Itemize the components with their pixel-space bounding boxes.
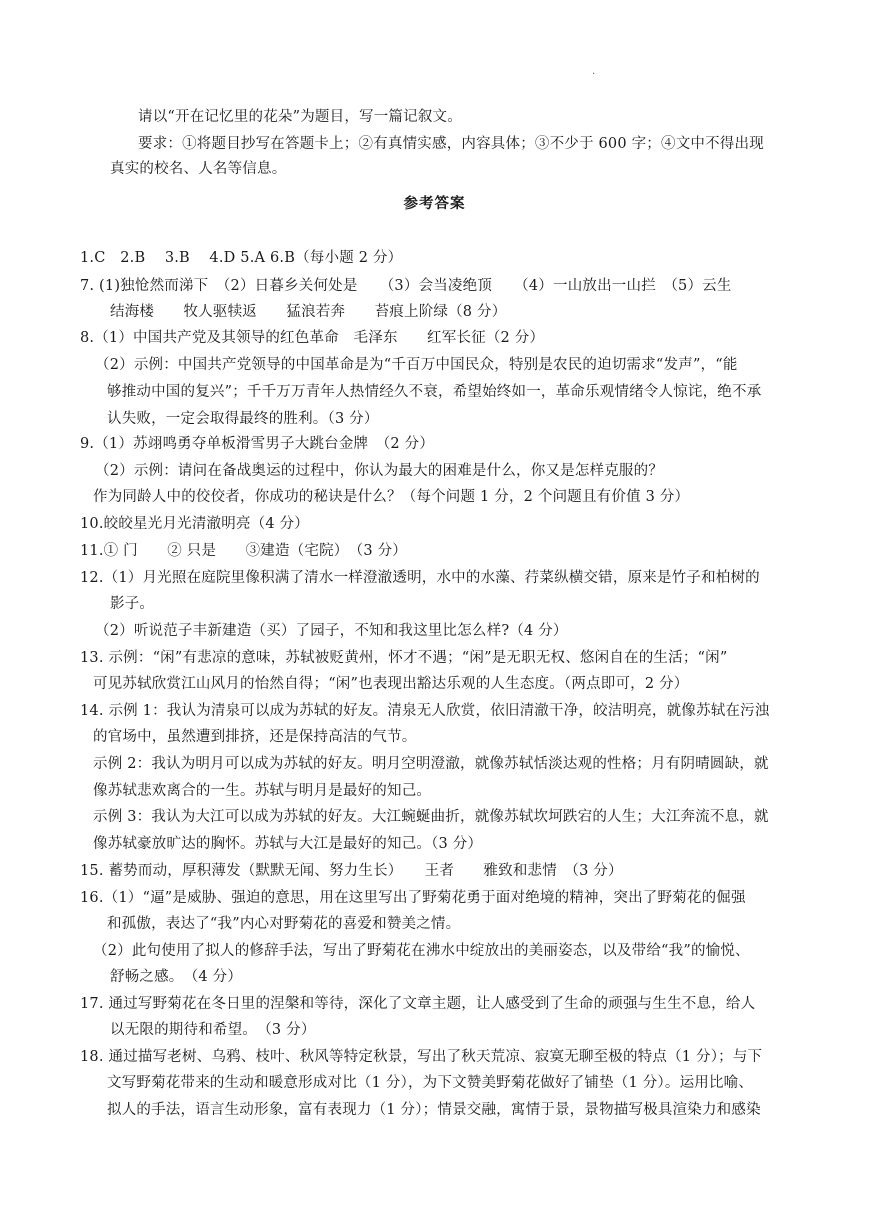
answer-line: 够推动中国的复兴”；千千万万青年人热情经久不衰，希望始终如一，革命乐观情绪令人惊诧，绝不承 — [107, 384, 762, 400]
prompt-line-1: 请以“开在记忆里的花朵”为题目，写一篇记叙文。 — [138, 109, 462, 125]
answer-line: 舒畅之感。 （4 分） — [110, 969, 243, 985]
answer-line: 结海楼 牧人驱犊返 猛浪若奔 苔痕上阶绿（8 分） — [110, 304, 507, 320]
answer-line: 16.（1）“逼”是威胁、强迫的意思，用在这里写出了野菊花勇于面对绝境的精神，突出了野菊花的倔强 — [80, 890, 746, 906]
answer-line: 可见苏轼欣赏江山风月的怡然自得；“闲”也表现出豁达乐观的人生态度。（两点即可，2 分） — [93, 676, 689, 692]
answer-line: 文写野菊花带来的生动和暖意形成对比（1 分），为下文赞美野菊花做好了铺垫（1 分）。运用比喻、 — [107, 1075, 754, 1091]
answer-line: 10.皎皎星光月光清澈明亮（4 分） — [80, 516, 309, 532]
answer-line: 和孤傲，表达了“我”内心对野菊花的喜爱和赞美之情。 — [107, 916, 461, 932]
answer-line: 15. 蓄势而动，厚积薄发（默默无闻、努力生长） 王者 雅致和悲情 （3 分） — [80, 863, 623, 879]
answer-line: （2）此句使用了拟人的修辞手法，写出了野菊花在沸水中绽放出的美丽姿态，以及带给“我”的愉悦、 — [93, 943, 750, 959]
answer-line: （2）示例：中国共产党领导的中国革命是为“千百万中国民众，特别是农民的迫切需求“发声”，“能 — [95, 357, 738, 373]
answer-line: 的官场中，虽然遭到排挤，还是保持高洁的气节。 — [93, 729, 417, 745]
answer-line: 以无限的期待和希望。 （3 分） — [110, 1022, 316, 1038]
answer-line: 14. 示例 1：我认为清泉可以成为苏轼的好友。清泉无人欣赏，依旧清澈干净，皎洁明亮，就像苏轼在污浊 — [80, 703, 770, 719]
answer-line: （2）示例：请问在备战奥运的过程中，你认为最大的困难是什么，你又是怎样克服的？ — [95, 463, 664, 479]
answer-line: 12.（1）月光照在庭院里像积满了清水一样澄澈透明，水中的水藻、荇菜纵横交错，原来是竹子和柏树的 — [80, 570, 760, 586]
prompt-line-2: 要求：①将题目抄写在答题卡上；②有真情实感，内容具体；③不少于 600 字；④文中不得出现 — [138, 136, 764, 152]
answer-line: 11.① 门 ② 只是 ③建造（宅院） （3 分） — [80, 543, 408, 559]
answer-line: 影子。 — [110, 596, 155, 612]
prompt-line-3: 真实的校名、人名等信息。 — [110, 161, 287, 177]
answer-line: 8.（1）中国共产党及其领导的红色革命 毛泽东 红军长征（2 分） — [80, 330, 545, 346]
answer-line: 1.C 2.B 3.B 4.D 5.A 6.B（每小题 2 分） — [80, 250, 403, 266]
answer-line: 示例 3：我认为大江可以成为苏轼的好友。大江蜿蜒曲折，就像苏轼坎坷跌宕的人生；大江奔流不息，就 — [93, 809, 769, 825]
top-mark: . — [592, 66, 596, 77]
answer-line: 像苏轼悲欢离合的一生。苏轼与明月是最好的知己。 — [93, 783, 432, 799]
answer-line: 认失败，一定会取得最终的胜利。（3 分） — [107, 411, 379, 427]
answer-line: 17. 通过写野菊花在冬日里的涅槃和等待，深化了文章主题，让人感受到了生命的顽强与生生不息，给人 — [80, 996, 756, 1012]
answer-line: （2）听说范子丰新建造（买）了园子，不知和我这里比怎么样?（4 分） — [95, 623, 568, 639]
answer-line: 9.（1）苏翊鸣勇夺单板滑雪男子大跳台金牌 （2 分） — [80, 436, 435, 452]
answer-line: 作为同龄人中的佼佼者，你成功的秘诀是什么？（每个问题 1 分，2 个问题且有价值 3 分） — [93, 489, 690, 505]
answers-title: 参考答案 — [403, 195, 466, 212]
answer-line: 像苏轼豪放旷达的胸怀。苏轼与大江是最好的知己。（3 分） — [93, 836, 483, 852]
answer-line: 示例 2：我认为明月可以成为苏轼的好友。明月空明澄澈，就像苏轼恬淡达观的性格；月有阴晴圆缺，就 — [93, 756, 769, 772]
answer-line: 拟人的手法，语言生动形象，富有表现力（1 分）；情景交融，寓情于景，景物描写极具渲染力和感染 — [107, 1102, 761, 1118]
answer-line: 7. (1)独怆然而涕下 （2）日暮乡关何处是 （3）会当凌绝顶 （4）一山放出一山拦 （5）云生 — [80, 278, 732, 294]
answer-line: 13. 示例：“闲”有悲凉的意味，苏轼被贬黄州，怀才不遇；“闲”是无职无权、悠闲自在的生活；“闲” — [80, 650, 728, 666]
answer-line: 18. 通过描写老树、乌鸦、枝叶、秋风等特定秋景，写出了秋天荒凉、寂寞无聊至极的特点（1 分）；与下 — [80, 1049, 763, 1065]
